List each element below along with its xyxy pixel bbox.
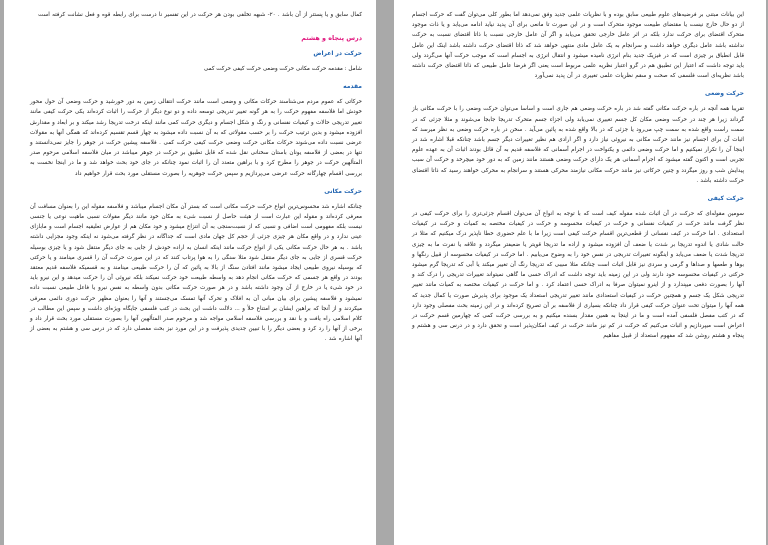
quality-paragraph: سومین مقوله‌ای که حرکت در آن اثبات شده مقوله کیف است که با توجه به انواع آن می‌توان اقسام جزئی‌تری را برای حرکت کیفی در نظر گرفت مانند حرکت در کیفیات نفسانی و حرکت در کیفیات محسوسه و حرکت در کیفیات مختصه به کمیات و حرکت در کیفیات استعدادی . اما حرکت در کیف نفسانی از قطعی‌ترین اقسام حرکت کیفی است زیرا ما با علم حضوری خطا ناپذیر درک میکنیم که مثلا در حالت شادی یا اندوه تدریجا بر شدت یا ضعف آن افزوده میشود و اراده ما تدریجا قویتر یا ضعیفتر میگردد و علاقه یا نفرت ما به چیزی تدریجا شدت یا ضعف می‌یابد و اینگونه تغییرات تدریجی در نفس خود را به وضوح می‌یابیم . اما حرکت در کیفیات محسوسه از قبیل رنگها و بوها و طعمها و صداها و گرمی و سردی نیز قابل اثبات است چنانکه مثلا سیبی که تدریجا رنگ آن تغییر میکند یا آبی که تدریجا گرم میشود حرکتی در کیفیات محسوسه خود دارند ولی در این زمینه باید توجه داشت که ادراک حسی ما گاهی نمیتواند تغییرات تدریجی را درک کند و آنها را بصورت دفعی میپندارد و از اینرو نمیتوان صرفا به ادراک حسی اعتماد کرد . و اما حرکت در کیفیات مختصه به کمیات مانند تغییر تدریجی شکل یک جسم و همچنین حرکت در کیفیات استعدادی مانند تغییر تدریجی استعداد یک موجود برای پذیرش صورت یا کمال جدید که همه آنها را میتوان تحت عنوان حرکت کیفی قرار داد چنانکه بسیاری از فلاسفه بر آن تصریح کرده‌اند و در این زمینه بحث مفصلی وجود دارد که در کتب مفصل فلسفی آمده است و ما در اینجا به همین مقدار بسنده میکنیم و به بررسی حرکت کمی که چهارمین قسم حرکت در اعراض است میپردازیم و اثبات می‌کنیم که حرکت در کم نیز مانند حرکت در کیف امکان‌پذیر است و تحقق دارد و در درس سی و هشتم و پنجاه و هشتم روشن شد که مفهوم استعداد از قبیل مفاهیم xyxy=(412,211,744,340)
intro-paragraph: حرکاتی که عموم مردم می‌شناسند حرکات مکانی و وضعی است مانند حرکت انتقالی زمین به دور خورشید و حرکت وضعی آن حول محور خودش اما فلاسفه مفهوم حرکت را به هر گونه تغییر تدریجی توسعه داده و دو نوع دیگر از حرکت را اثبات کرده‌اند یکی حرکت کیفی مانند تغییر تدریجی حالات و کیفیات نفسانی و رنگ و شکل اجسام و دیگری حرکت کمی مانند اینکه درخت تدریجا رشد میکند و بر ابعاد و مقدارش افزوده میشود و بدین ترتیب حرکت را بر حسب مقولاتی که به آن نسبت داده میشود به چهار قسم تقسیم کرده‌اند که همگی آنها به مقولات عرضی نسبت داده می‌شوند حرکات مکانی حرکت وضعی حرکت کیفی حرکت کمی . فلاسفه پیشین حرکت در جوهر را جایز نمی‌دانستند و تنها در بعضی از فلاسفه یونان باستان سخنانی نقل شده که قابل تطبیق بر حرکت در جوهر میباشد در میان فلاسفه اسلامی مرحوم صدر المتألهین حرکت در جوهر را مطرح کرد و با براهین متعدد آن را اثبات نمود چنانکه در جای خود بحث خواهد شد و ما در اینجا نخست به بررسی اقسام چهارگانه حرکت عرضی می‌پردازیم و سپس حرکت جوهریه را بصورت مستقلی مورد بحث قرار خواهیم داد xyxy=(30,99,362,177)
heading-quality: حرکت کیفی xyxy=(707,195,744,203)
objectives-text: شامل : مقدمه حرکت مکانی حرکت وضعی حرکت کیفی حرکت کمی xyxy=(203,66,362,73)
section-title: درس پنجاه و هشتم xyxy=(301,34,362,43)
heading-intro: مقدمه xyxy=(343,83,362,91)
heading-position: حرکت وضعی xyxy=(705,90,744,98)
top-paragraph: کمال سابق و یا پستتر از آن باشد . ۲۰- شبهه تخلفی بودن هر حرکت در این تفسیر نا درست برای رابطه قوه و فعل نشانت کرفته است xyxy=(38,12,362,18)
place-paragraph: چنانکه اشاره شد محسوس‌ترین انواع حرکت حرکت مکانی است که بستر آن مکان اجسام میباشد و فلاسفه مقوله این را بعنوان مسافت آن معرفی کرده‌اند و مقوله این عبارت است از هیئت حاصل از نسبت شیء به مکان خود مانند دیگر مقولات نسبی ماهیت نوعی یا جنسی نیست بلکه مفهومی است اضافی و نسبی که از نسبت‌سنجی به آن انتزاع میشود و خود مکان هم از عوارض تعلیقیه اجسام است و مابازای عینی ندارد و در واقع مکان هر چیزی جزئی از حجم کل جهان مادی است که جداگانه در نظر گرفته می‌شود نه اینکه وجود مجزایی داشته باشد . به هر حال حرکت مکانی یکی از انواع حرکت مانند اینکه انسان به اراده خودش از جایی به جای دیگر منتقل شود و یا چیزی بوسیله حرکت قسری از جایی به جای دیگر منتقل شود مثلا سنگی را به هوا پرتاب کنند که در این صورت حرکت آن را قسری مینامند و یا حرکتی که بوسیله نیروی طبیعی ایجاد میشود مانند افتادن سنگ از بالا به پائین که آن را حرکت طبیعی مینامند و به قسمیکه فلاسفه قدیم معتقد بودند در واقع هر جسمی که حرکت مکانی انجام دهد به واسطه طبیعت خود حرکت نمیکند بلکه نیروئی آن را حرکت میدهد و این نیرو باید در خود شیء یا در خارج از آن وجود داشته باشد و در هر صورت حرکت مکانی بدون واسطه به نفس نیرو یا فاعل طبیعی نسبت داده نمیشود و فلاسفه پیشین برای بیان مبانی آن به افلاک و تحرک آنها تمسک می‌جستند و آنها را بعنوان مظهر حرکت دوری دائمی معرفی میکردند و از آنجا که براهین ایشان بر امتناع خلأ و ... دلالت داشت این بحث در کتب فلسفی جایگاه ویژه‌ای داشت و سپس این مطالب در کلام اسلامی راه یافت و با نقد و بررسی فلاسفه اسلامی مواجه شد و مرحوم صدر المتألهین آنها را بصورت مستقلی مورد بحث قرار داد و برخی از آنها را رد کرد و بعضی دیگر را با تبیین جدیدی پذیرفت و در این مورد نیز بحث مفصلی دارد که در درس سی و هشتم به بعضی از آنها اشاره شد . xyxy=(30,203,362,343)
top-paragraph-right: این بیانات مبتنی بر فرضیه‌های علوم طبیعی سابق بوده و با نظریات علمی جدید وفق نمی‌دهد اما بطور کلی می‌توان گفت که حرکت اجسام از دو حال خارج نیست یا مقتضای طبیعت موجود متحرک است و در این صورت تا مانعی برای آن پدید نیاید ادامه می‌یابد و یا ذات موجود متحرک اقتضای برای حرکت ندارد بلکه در اثر عامل خارجی تحقق می‌یابد و اگر آن عامل خارجی نسبت با ذاتا اقتضای نسبت به حرکت نداشته باشد عامل دیگری خواهد داشت و سرانجام به یک عامل مادی منتهی خواهد شد که ذاتا اقتضای حرکت داشته باشد اینک این عامل قابل انطباق بر چیزی است که در فیزیک جدید بنام انرژی نامیده میشود و انتقال انرژی به اجسام است که موجب حرکت آنها می‌گردد ولی باید توجه داشت که اعتبار این تطبیق هم در گرو اعتبار نظریه علمی مربوط است یعنی اگر فرضا عامل طبیعی که ذاتا اقتضای حرکت داشته باشد نظریه‌ای است فلسفی که صحت و سقم نظریات علمی تغییری در آن پدید نمی‌آورد xyxy=(412,12,744,80)
position-paragraph: تقریبا همه آنچه در باره حرکت مکانی گفته شد در باره حرکت وضعی هم جاری است و اساسا می‌توان حرکت وضعی را با حرکت مکانی باز گرداند زیرا هر چند در حرکت وضعی مکان کل جسم تغییری نمی‌یابد ولی اجزاء جسم متحرک تدریجا جابجا می‌شوند و مثلا جزئی که در سمت راست واقع شده به سمت چپ می‌رود یا جزئی که در بالا واقع شده به پائین می‌آید . سخن در باره حرکت وضعی به نظر میرسد که اثبات آن برای اجسام نیز مانند حرکت مکانی به نیروئی نیاز دارد و اگر ارادی هم نظیر تغییرات دیگر جسم باشد چنانکه قبلا اشاره شد در اینجا آن را تکرار نمیکنیم و اما حرکت وضعی دائمی و یکنواخت در اجرام آسمانی که فلاسفه قدیم به آن قائل بودند اثبات آن به عهده علوم تجربی است و اکنون گفته میشود که اجرام آسمانی هر یک دارای حرکت وضعی هستند مانند زمین که به دور خود میچرخد و حرکت آن سبب پیدایش شب و روز میگردد و چنین حرکاتی نیز مانند حرکت مکانی نیازمند محرکی هستند و سرانجام به محرکی خواهند رسید که ذاتا اقتضای حرکت داشته باشد . xyxy=(412,106,744,184)
left-page xyxy=(4,0,376,545)
right-page xyxy=(394,0,766,545)
heading-place: حرکت مکانی xyxy=(324,187,362,195)
heading-objectives: حرکت در اعراض xyxy=(313,50,362,58)
